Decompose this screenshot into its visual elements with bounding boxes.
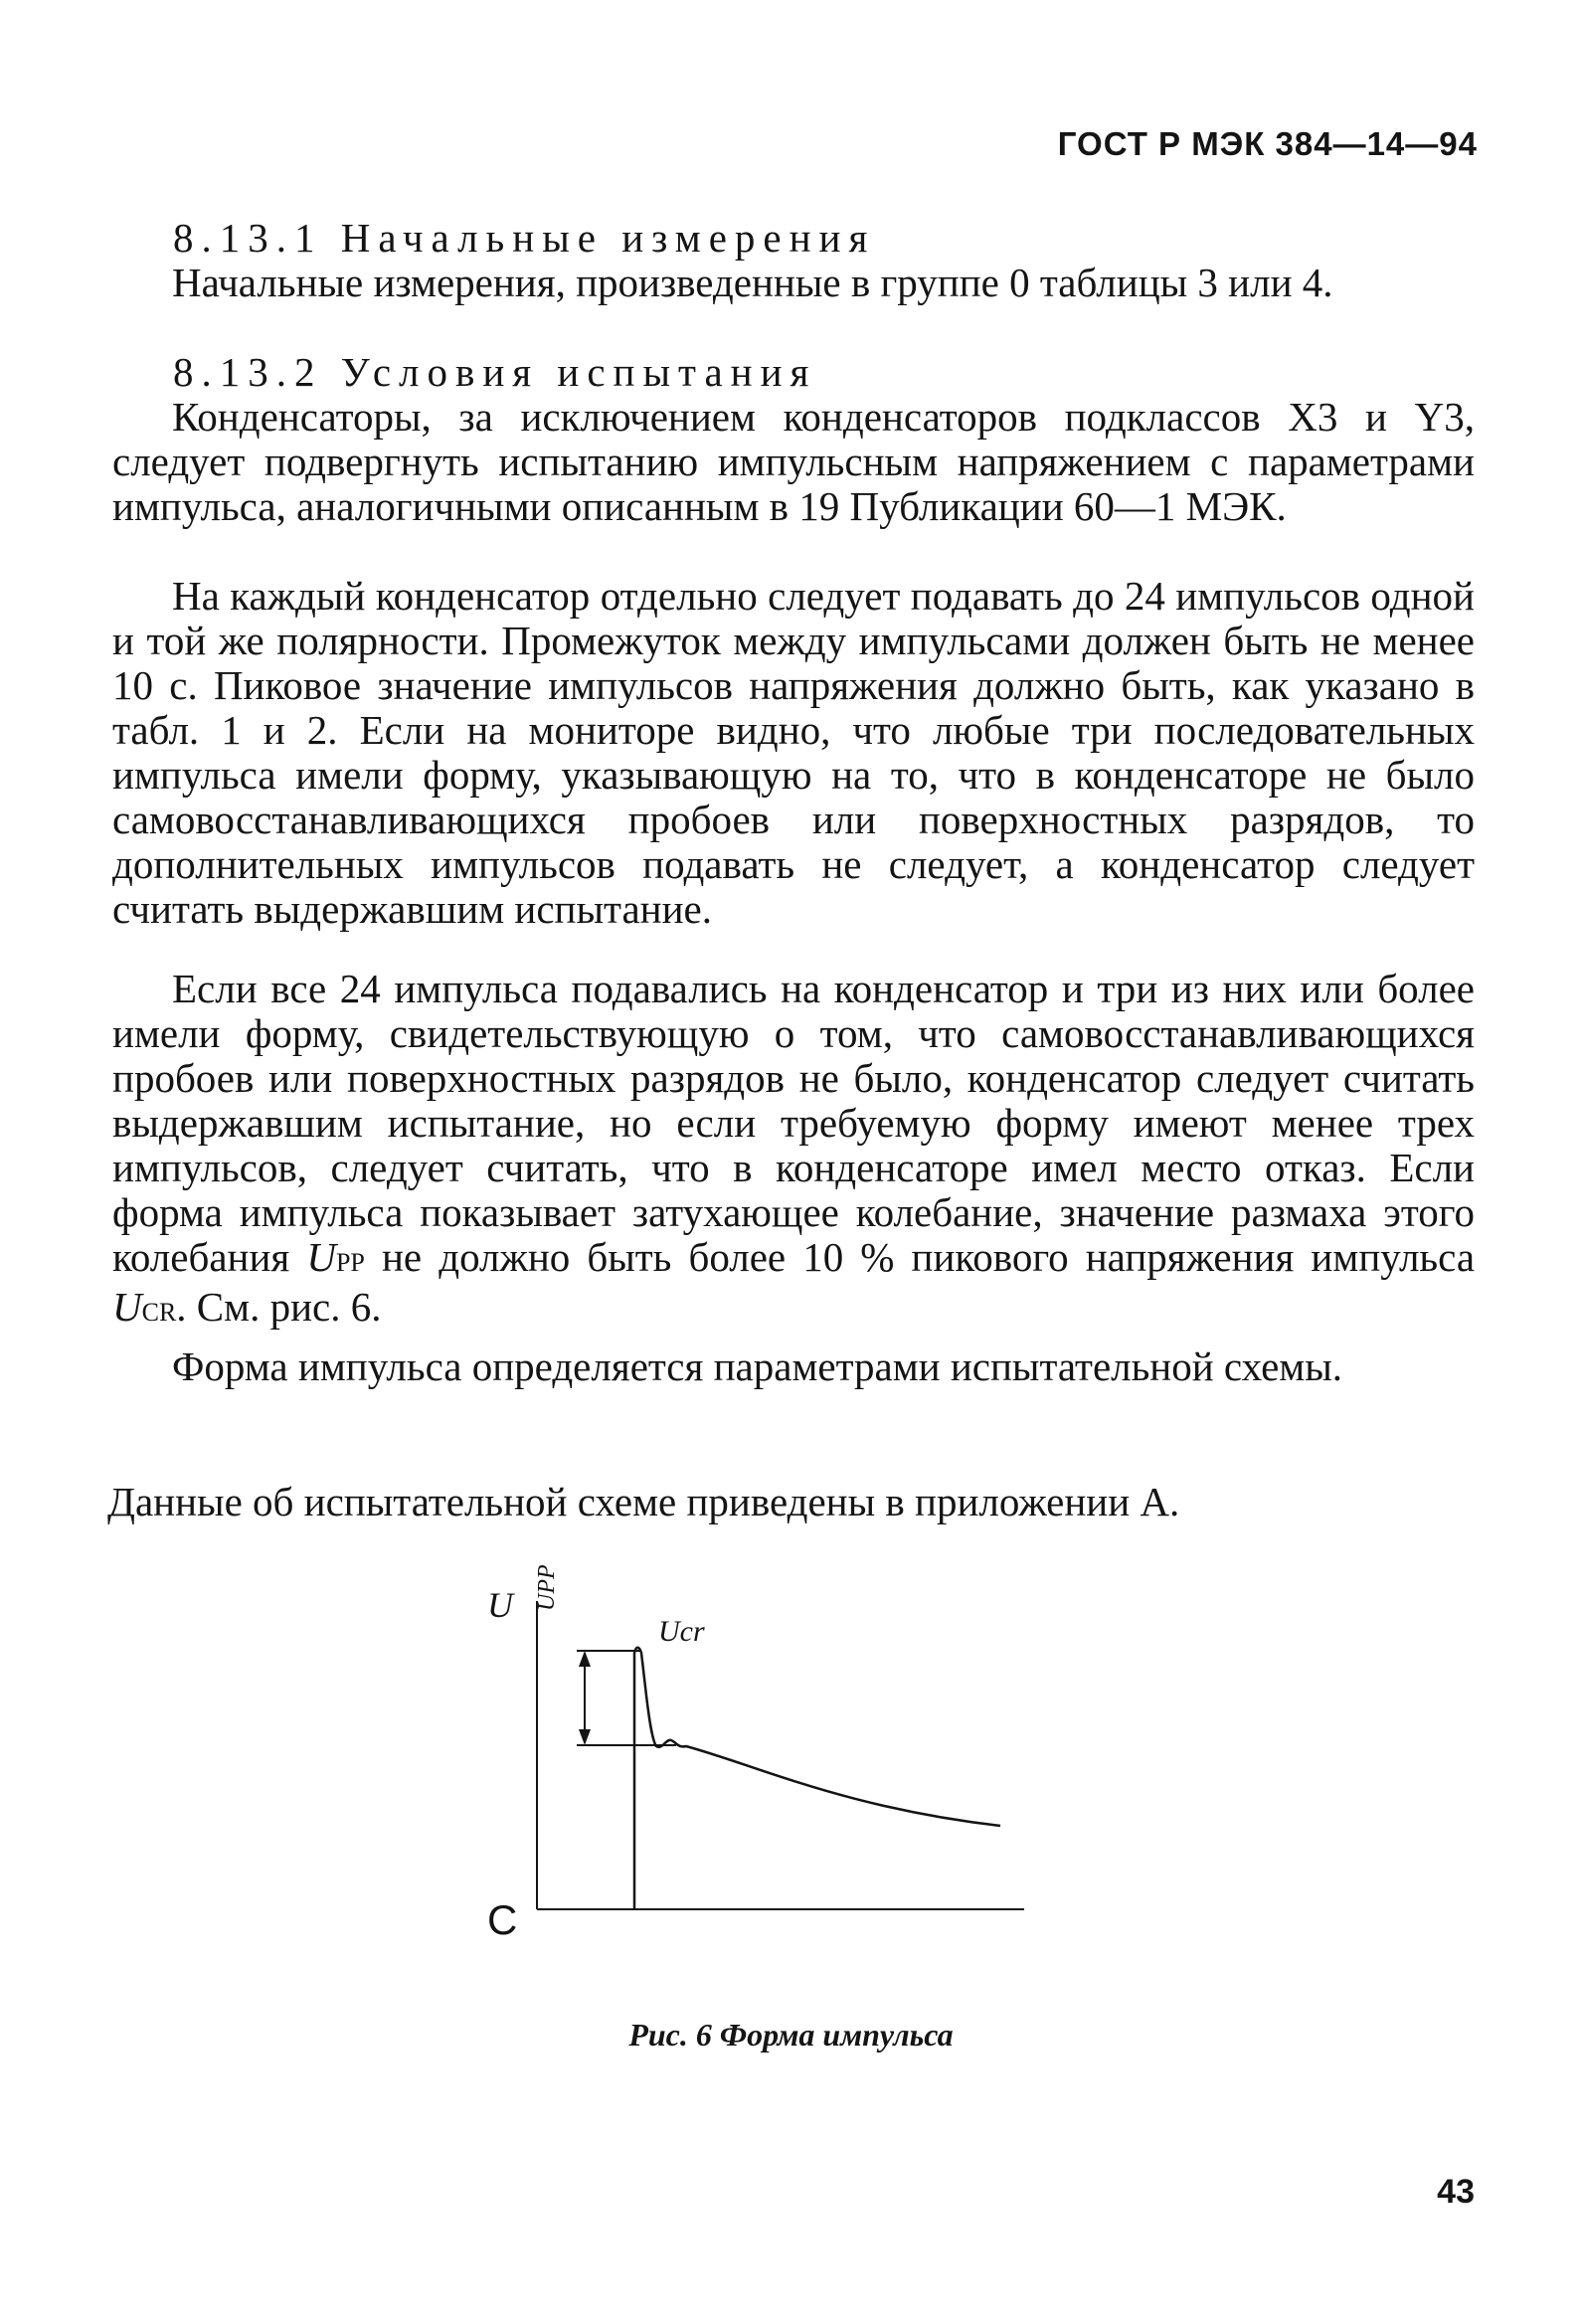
section-8-13-2-title: 8.13.2 Условия испытания — [173, 349, 817, 395]
paragraph-capacitors: Конденсаторы, за исключением конденсаторов подклассов X3 и Y3, следует подвергнуть испытанию импульсным напряжением с параметрами импульса, аналогичными описанным в 19 Публикации 60—1 МЭК. — [112, 394, 1475, 529]
document-header: ГОСТ Р МЭК 384—14—94 — [1057, 125, 1478, 162]
symbol-upp: UPP — [306, 1234, 365, 1280]
upp-arrow-top — [579, 1651, 591, 1667]
paragraph-results: Если все 24 импульса подавались на конденсатор и три из них или более имели форму, свидетельствующую о том, что самовосстанавливающихся пробоев или поверхностных разрядов не было, конденсатор следует считать выдержавшим испытание, но если требуемую форму имеют менее трех импульсов, следует считать, что в конденсаторе имел место отказ. Если форма импульса показывает затухающее колебание, значение размаха этого колебания UPP не должно быть более 10 % пикового напряжения импульса UCR. См. рис. 6. — [112, 966, 1476, 1330]
label-upp: UPP — [534, 1564, 560, 1611]
section-8-13-1-title: 8.13.1 Начальные измерения — [173, 215, 876, 261]
figure-caption: Рис. 6 Форма импульса — [628, 2017, 954, 2053]
section-8-13-1-text: Начальные измерения, произведенные в группе 0 таблицы 3 или 4. — [172, 260, 1333, 305]
axis-label-c: C — [487, 1896, 518, 1943]
pulse-shape-figure — [487, 1564, 1044, 1979]
axis-label-u: U — [487, 1585, 513, 1625]
symbol-ucr: UCR — [112, 1284, 177, 1330]
paragraph-pulse-shape: Форма импульса определяется параметрами испытательной схемы. — [172, 1343, 1343, 1389]
label-ucr: Ucr — [658, 1615, 705, 1648]
paragraph-appendix: Данные об испытательной схеме приведены в приложении А. — [107, 1479, 1180, 1524]
page-number: 43 — [1437, 2173, 1475, 2211]
upp-arrow-bottom — [579, 1729, 591, 1745]
pulse-curve — [634, 1648, 1000, 1909]
pulse-waveform-diagram — [487, 1581, 1044, 1979]
paragraph-pulses: На каждый конденсатор отдельно следует подавать до 24 импульсов одной и той же полярности. Промежуток между импульсами должен быть не менее 10 с. Пиковое значение импульсов напряжения должно быть, как указано в табл. 1 и 2. Если на мониторе видно, что любые три последовательных импульса имели форму, указывающую на то, что в конденсаторе не было самовосстанавливающихся пробоев или поверхностных разрядов, то дополнительных импульсов подавать не следует, а конденсатор следует считать выдержавшим испытание. — [112, 573, 1475, 932]
